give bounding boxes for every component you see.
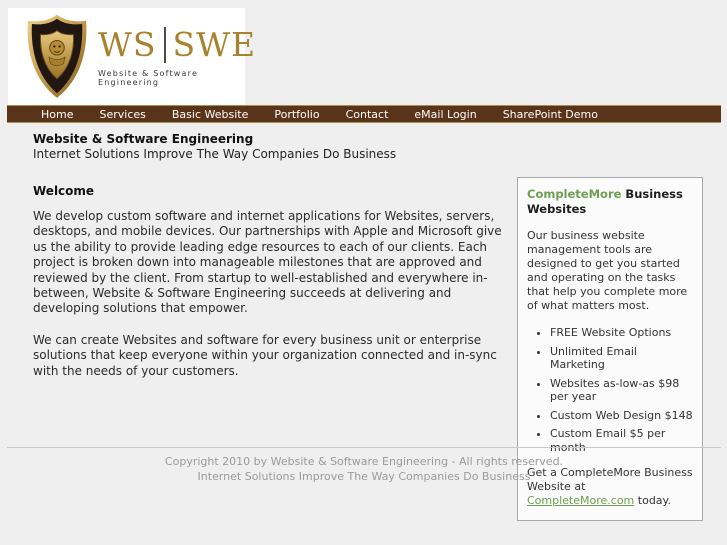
brand-divider <box>164 27 166 63</box>
nav-item-home[interactable]: Home <box>41 107 74 121</box>
site-logo[interactable] <box>8 8 257 105</box>
promo-feature-list <box>527 326 693 454</box>
nav-item-basic-website[interactable]: Basic Website <box>171 107 249 121</box>
nav-item-portfolio[interactable]: Portfolio <box>274 107 320 121</box>
page-subtitle: Internet Solutions Improve The Way Companies Do Business <box>33 147 397 161</box>
promo-feature-item: • Custom Web Design $148 <box>550 409 693 423</box>
main-nav <box>7 105 721 123</box>
promo-feature-item: • FREE Website Options <box>550 326 693 340</box>
intro-paragraph-1: We develop custom software and internet applications for Websites, servers, desktops, and mobile devices. Our partnerships with Apple and Microsoft give us the ability to provide leading edge resources to each of our clients. Each project is broken down into manageable milestones that are approved and reviewed by the client. From startup to well-established and everywhere in-between, Website & Software Engineering succeeds at delivering and developing solutions that empower. <box>33 209 502 316</box>
promo-feature-item: • Unlimited Email Marketing <box>550 345 693 372</box>
promo-feature-item: • Custom Email $5 per month <box>550 427 693 454</box>
promo-cta-text-before: Get a CompleteMore Business Website at <box>527 466 693 493</box>
brand-tagline: Website & Software Engineering <box>98 68 199 87</box>
promo-feature-item: • Websites as-low-as $98 per year <box>550 377 693 404</box>
nav-item-sharepoint-demo[interactable]: SharePoint Demo <box>502 107 598 121</box>
promo-heading-highlight: CompleteMore <box>527 187 622 201</box>
nav-item-email-login[interactable]: eMail Login <box>414 107 477 121</box>
welcome-heading: Welcome <box>33 184 95 198</box>
page-footer <box>7 447 721 484</box>
brand-swe: SWE <box>172 25 257 64</box>
nav-item-services[interactable]: Services <box>99 107 146 121</box>
promo-heading <box>527 187 693 217</box>
footer-copyright: Copyright 2010 by Website & Software Engineering - All rights reserved. <box>164 455 564 468</box>
brand-ws: WS <box>98 25 157 64</box>
intro-paragraph-2: We can create Websites and software for every business unit or enterprise solutions that keep everyone within your organization connected and in-sync with the needs of your customers. <box>33 332 497 378</box>
promo-heading-rest: Business Websites <box>527 187 683 216</box>
footer-tagline: Internet Solutions Improve The Way Companies Do Business <box>197 470 531 483</box>
page-title: Website & Software Engineering <box>33 132 254 146</box>
shield-logo-icon <box>24 13 90 101</box>
promo-cta-text-after: today. <box>634 494 671 507</box>
brand-text <box>98 27 256 87</box>
promo-intro: Our business website management tools are designed to get you started and operating on the tasks that help you complete more of what matters most. <box>527 229 688 312</box>
nav-item-contact[interactable]: Contact <box>345 107 389 121</box>
completemore-link[interactable]: CompleteMore.com <box>527 494 635 507</box>
intro-text-column <box>33 209 506 379</box>
